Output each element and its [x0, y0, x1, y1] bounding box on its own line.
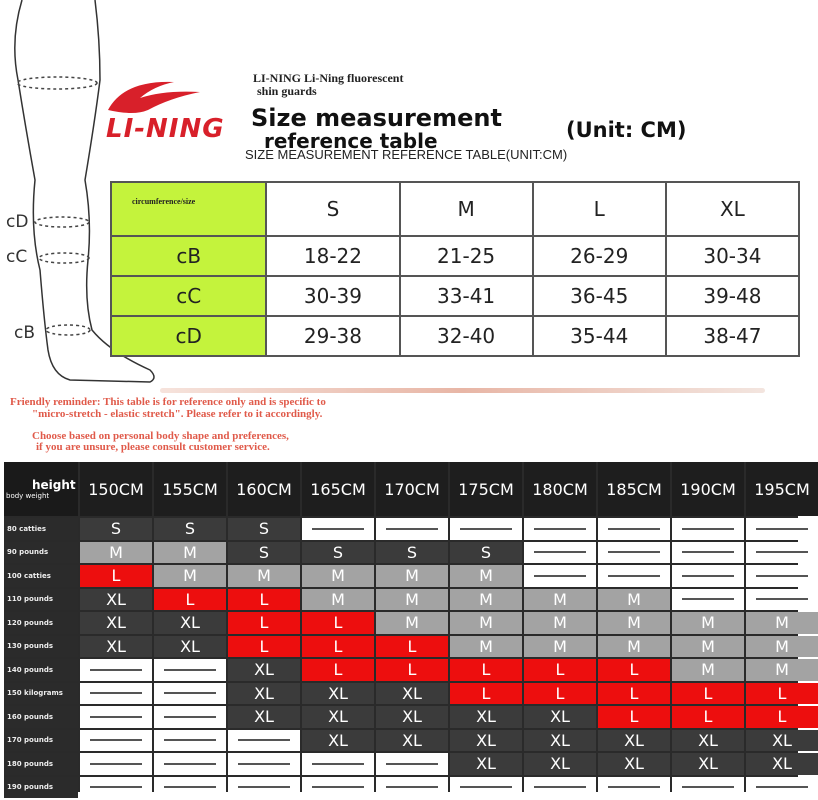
grid-cell [598, 777, 670, 799]
empty-dash [386, 763, 438, 765]
weight-row-label: 90 pounds [4, 542, 78, 564]
grid-cell [524, 518, 596, 540]
grid-cell: XL [450, 706, 522, 728]
row-label: cD [111, 316, 266, 356]
grid-cell: L [302, 659, 374, 681]
grid-cell: M [598, 636, 670, 658]
grid-cell: M [154, 542, 226, 564]
grid-cell [154, 659, 226, 681]
grid-cell: L [598, 706, 670, 728]
grid-cell [80, 659, 152, 681]
size-header: S [266, 182, 399, 236]
empty-dash [164, 763, 216, 765]
empty-dash [164, 716, 216, 718]
table-corner-label: circumference/size [111, 182, 266, 236]
grid-cell: XL [80, 612, 152, 634]
grid-cell: M [80, 542, 152, 564]
grid-cell: M [524, 589, 596, 611]
grid-cell: M [228, 565, 300, 587]
grid-cell: L [450, 659, 522, 681]
table-cell: 29-38 [266, 316, 399, 356]
size-header: XL [666, 182, 799, 236]
grid-cell [524, 542, 596, 564]
empty-dash [238, 786, 290, 788]
table-cell: 36-45 [533, 276, 666, 316]
grid-cell: S [376, 542, 448, 564]
weight-row-label: 130 pounds [4, 636, 78, 658]
weight-row-label: 140 pounds [4, 659, 78, 681]
empty-dash [90, 739, 142, 741]
empty-dash [534, 551, 586, 553]
grid-cell: XL [450, 753, 522, 775]
table-cell: 33-41 [400, 276, 533, 316]
grid-cell [302, 518, 374, 540]
row-label: cB [111, 236, 266, 276]
table-cell: 30-34 [666, 236, 799, 276]
advice-note: Choose based on personal body shape and preferences, [32, 430, 289, 442]
grid-cell: L [228, 589, 300, 611]
page-title: Size measurement [251, 104, 502, 132]
grid-cell: L [598, 659, 670, 681]
grid-cell [746, 589, 818, 611]
grid-cell [302, 777, 374, 799]
empty-dash [312, 763, 364, 765]
grid-cell: XL [524, 730, 596, 752]
grid-cell: XL [376, 683, 448, 705]
grid-cell: XL [598, 730, 670, 752]
grid-cell: M [376, 565, 448, 587]
empty-dash [312, 786, 364, 788]
weight-row-label: 160 pounds [4, 706, 78, 728]
grid-cell [672, 518, 744, 540]
grid-cell [376, 518, 448, 540]
grid-cell: L [154, 589, 226, 611]
empty-dash [682, 528, 734, 530]
empty-dash [534, 575, 586, 577]
empty-dash [608, 575, 660, 577]
grid-cell [524, 777, 596, 799]
empty-dash [756, 786, 808, 788]
grid-cell: M [524, 612, 596, 634]
grid-cell: XL [598, 753, 670, 775]
grid-cell: M [450, 636, 522, 658]
grid-cell [450, 777, 522, 799]
grid-cell: L [80, 565, 152, 587]
empty-dash [386, 528, 438, 530]
grid-cell [80, 777, 152, 799]
empty-dash [682, 551, 734, 553]
size-header: M [400, 182, 533, 236]
leg-label-cc: cC [6, 247, 28, 267]
table-cell: 39-48 [666, 276, 799, 316]
weight-row-label: 80 catties [4, 518, 78, 540]
grid-cell [154, 730, 226, 752]
grid-cell: M [450, 589, 522, 611]
product-name: LI-NING Li-Ning fluorescent shin guards [253, 71, 404, 98]
grid-cell: M [154, 565, 226, 587]
grid-cell: L [672, 683, 744, 705]
subtitle: SIZE MEASUREMENT REFERENCE TABLE(UNIT:CM) [245, 147, 568, 162]
grid-cell: XL [154, 612, 226, 634]
weight-row-label: 190 pounds [4, 777, 78, 799]
size-header: L [533, 182, 666, 236]
grid-cell: L [302, 612, 374, 634]
empty-dash [164, 786, 216, 788]
grid-cell: L [598, 683, 670, 705]
circumference-size-table [110, 181, 800, 357]
leg-label-cd: cD [6, 212, 29, 232]
height-header: 170CM [376, 462, 448, 516]
grid-cell: XL [524, 753, 596, 775]
grid-cell [672, 565, 744, 587]
grid-cell: L [450, 683, 522, 705]
grid-cell: L [524, 683, 596, 705]
grid-cell: M [376, 612, 448, 634]
grid-corner [4, 462, 78, 516]
height-header: 185CM [598, 462, 670, 516]
grid-cell: XL [376, 730, 448, 752]
grid-cell: L [524, 659, 596, 681]
grid-cell: M [376, 589, 448, 611]
grid-cell: L [228, 612, 300, 634]
grid-cell [450, 518, 522, 540]
grid-cell [746, 542, 818, 564]
empty-dash [756, 528, 808, 530]
empty-dash [756, 575, 808, 577]
grid-cell [672, 777, 744, 799]
grid-cell: XL [376, 706, 448, 728]
table-cell: 21-25 [400, 236, 533, 276]
table-cell: 18-22 [266, 236, 399, 276]
grid-cell: L [746, 706, 818, 728]
grid-cell: S [154, 518, 226, 540]
grid-corner-weight-label: body weight [6, 492, 50, 500]
grid-cell: XL [672, 730, 744, 752]
grid-cell: M [598, 589, 670, 611]
height-header: 175CM [450, 462, 522, 516]
empty-dash [238, 763, 290, 765]
grid-cell: XL [302, 683, 374, 705]
grid-cell: S [228, 542, 300, 564]
grid-cell [80, 730, 152, 752]
page-title-line2: reference table [264, 129, 438, 153]
table-cell: 38-47 [666, 316, 799, 356]
grid-cell [376, 753, 448, 775]
grid-cell [598, 565, 670, 587]
grid-cell: L [376, 636, 448, 658]
grid-cell: M [450, 565, 522, 587]
divider [160, 388, 765, 393]
grid-cell: XL [746, 730, 818, 752]
grid-cell [376, 777, 448, 799]
grid-cell [672, 542, 744, 564]
grid-cell: M [450, 612, 522, 634]
height-header: 160CM [228, 462, 300, 516]
empty-dash [608, 528, 660, 530]
grid-cell: XL [154, 636, 226, 658]
grid-cell: S [302, 542, 374, 564]
grid-cell [80, 683, 152, 705]
grid-cell: M [672, 612, 744, 634]
grid-cell [302, 753, 374, 775]
empty-dash [386, 786, 438, 788]
empty-dash [756, 551, 808, 553]
grid-cell [598, 518, 670, 540]
grid-cell [154, 706, 226, 728]
empty-dash [534, 528, 586, 530]
height-header: 190CM [672, 462, 744, 516]
weight-row-label: 100 catties [4, 565, 78, 587]
grid-cell: XL [302, 706, 374, 728]
grid-cell: XL [450, 730, 522, 752]
empty-dash [164, 669, 216, 671]
brand-name: LI-NING [106, 114, 225, 144]
grid-cell: M [746, 636, 818, 658]
grid-cell: M [746, 659, 818, 681]
table-cell: 35-44 [533, 316, 666, 356]
height-header: 155CM [154, 462, 226, 516]
weight-row-label: 150 kilograms [4, 683, 78, 705]
grid-cell [746, 565, 818, 587]
height-weight-size-grid [4, 462, 810, 792]
grid-cell [80, 753, 152, 775]
grid-cell [228, 753, 300, 775]
grid-cell [746, 777, 818, 799]
weight-row-label: 180 pounds [4, 753, 78, 775]
grid-cell [228, 777, 300, 799]
height-header: 150CM [80, 462, 152, 516]
grid-cell [672, 589, 744, 611]
weight-row-label: 120 pounds [4, 612, 78, 634]
grid-cell: L [376, 659, 448, 681]
grid-cell [154, 777, 226, 799]
grid-cell [154, 683, 226, 705]
grid-cell [598, 542, 670, 564]
empty-dash [682, 786, 734, 788]
height-header: 195CM [746, 462, 818, 516]
grid-cell: XL [524, 706, 596, 728]
reminder-note: Friendly reminder: This table is for reference only and is specific to [10, 396, 326, 408]
grid-cell: XL [746, 753, 818, 775]
empty-dash [164, 739, 216, 741]
grid-cell: XL [80, 636, 152, 658]
grid-cell: XL [672, 753, 744, 775]
row-label: cC [111, 276, 266, 316]
grid-cell: L [228, 636, 300, 658]
grid-cell [228, 730, 300, 752]
grid-cell [80, 706, 152, 728]
advice-note-line2: if you are unsure, please consult customer service. [36, 441, 270, 453]
grid-corner-height-label: height [32, 478, 76, 492]
empty-dash [312, 528, 364, 530]
empty-dash [90, 763, 142, 765]
leg-label-cb: cB [14, 323, 36, 343]
grid-cell: L [746, 683, 818, 705]
grid-cell: M [302, 565, 374, 587]
unit-label: (Unit: CM) [566, 118, 687, 142]
empty-dash [608, 786, 660, 788]
empty-dash [460, 786, 512, 788]
empty-dash [682, 575, 734, 577]
empty-dash [608, 551, 660, 553]
grid-cell: M [672, 636, 744, 658]
grid-cell [524, 565, 596, 587]
grid-cell: L [302, 636, 374, 658]
grid-cell [746, 518, 818, 540]
empty-dash [460, 528, 512, 530]
grid-cell: XL [80, 589, 152, 611]
grid-cell: XL [228, 659, 300, 681]
table-cell: 26-29 [533, 236, 666, 276]
grid-cell: XL [302, 730, 374, 752]
grid-cell: XL [228, 683, 300, 705]
empty-dash [90, 669, 142, 671]
empty-dash [682, 598, 734, 600]
grid-cell: XL [228, 706, 300, 728]
height-header: 165CM [302, 462, 374, 516]
grid-cell: M [598, 612, 670, 634]
reminder-note-line2: "micro-stretch - elastic stretch". Please refer to it accordingly. [32, 408, 323, 420]
empty-dash [238, 739, 290, 741]
empty-dash [90, 786, 142, 788]
grid-cell: S [228, 518, 300, 540]
weight-row-label: 170 pounds [4, 730, 78, 752]
empty-dash [534, 786, 586, 788]
weight-row-label: 110 pounds [4, 589, 78, 611]
grid-cell: M [672, 659, 744, 681]
grid-cell: M [524, 636, 596, 658]
empty-dash [164, 692, 216, 694]
table-cell: 30-39 [266, 276, 399, 316]
grid-cell: M [302, 589, 374, 611]
height-header: 180CM [524, 462, 596, 516]
grid-cell: M [746, 612, 818, 634]
grid-cell: L [672, 706, 744, 728]
grid-cell: S [80, 518, 152, 540]
grid-cell [154, 753, 226, 775]
empty-dash [90, 716, 142, 718]
empty-dash [90, 692, 142, 694]
empty-dash [756, 598, 808, 600]
table-cell: 32-40 [400, 316, 533, 356]
grid-cell: S [450, 542, 522, 564]
